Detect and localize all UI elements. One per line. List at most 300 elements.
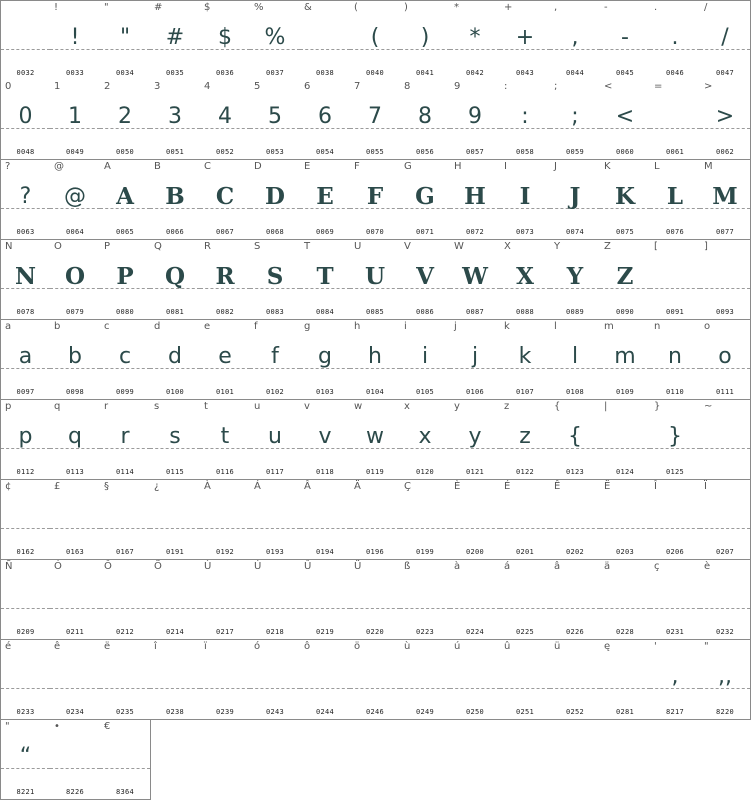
- glyph-cell: [100, 320, 151, 400]
- glyph-cell-label: é: [5, 641, 12, 652]
- glyph-sample: ?: [19, 184, 32, 209]
- glyph-cell-label: |: [604, 401, 608, 412]
- glyph-cell: [50, 560, 101, 640]
- glyph-cell: [350, 240, 401, 320]
- glyph-cell-label: Z: [604, 241, 611, 252]
- glyph-code: 0228: [615, 628, 635, 636]
- glyph-code: 0202: [565, 548, 585, 556]
- glyph-cell-label: 5: [254, 81, 261, 92]
- glyph-cell-label: ó: [254, 641, 261, 652]
- glyph-cell: [200, 160, 251, 240]
- glyph-cell: [150, 160, 201, 240]
- glyph-code: 0207: [715, 548, 735, 556]
- glyph-code: 0218: [265, 628, 285, 636]
- baseline-divider: [650, 128, 700, 129]
- glyph-code: 0082: [215, 308, 235, 316]
- baseline-divider: [50, 688, 100, 689]
- glyph-cell-label: 2: [104, 81, 111, 92]
- glyph-cell-label: â: [554, 561, 561, 572]
- glyph-cell: [150, 480, 201, 560]
- glyph-cell: [700, 400, 751, 480]
- glyph-sample: <: [615, 104, 635, 129]
- glyph-code: 0192: [215, 548, 235, 556]
- glyph-code: 0069: [315, 228, 335, 236]
- glyph-cell-label: Ë: [604, 481, 611, 492]
- glyph-cell-label: C: [204, 161, 211, 172]
- glyph-cell: [150, 400, 201, 480]
- glyph-code: 0200: [465, 548, 485, 556]
- glyph-sample: o: [718, 344, 732, 369]
- glyph-cell-label: è: [704, 561, 711, 572]
- glyph-code: 0050: [115, 148, 135, 156]
- glyph-cell-label: ô: [304, 641, 311, 652]
- glyph-cell-label: K: [604, 161, 611, 172]
- glyph-code: 0209: [16, 628, 35, 636]
- glyph-cell: [650, 80, 701, 160]
- baseline-divider: [250, 608, 300, 609]
- baseline-divider: [650, 528, 700, 529]
- glyph-cell-label: 3: [154, 81, 161, 92]
- glyph-cell: [700, 320, 751, 400]
- glyph-sample: S: [266, 263, 284, 290]
- baseline-divider: [250, 528, 300, 529]
- glyph-cell: [650, 640, 701, 720]
- glyph-code: 0107: [515, 388, 535, 396]
- glyph-cell-label: A: [104, 161, 111, 172]
- glyph-cell: [0, 240, 51, 320]
- glyph-cell-label: Q: [154, 241, 162, 252]
- glyph-cell: [400, 640, 451, 720]
- glyph-cell: [50, 320, 101, 400]
- glyph-code: 0046: [665, 69, 685, 77]
- glyph-cell: [0, 0, 51, 81]
- glyph-cell: [600, 320, 651, 400]
- glyph-code: 0040: [365, 69, 385, 77]
- glyph-cell: [50, 80, 101, 160]
- glyph-cell-label: ï: [204, 641, 207, 652]
- glyph-sample: 5: [268, 104, 282, 129]
- glyph-code: 0038: [315, 69, 335, 77]
- baseline-divider: [600, 688, 650, 689]
- glyph-sample: :: [521, 104, 529, 129]
- glyph-cell: [650, 240, 701, 320]
- glyph-code: 0041: [415, 69, 435, 77]
- glyph-code: 0076: [665, 228, 685, 236]
- glyph-code: 0251: [515, 708, 535, 716]
- glyph-cell: [250, 240, 301, 320]
- glyph-code: 0059: [565, 148, 585, 156]
- glyph-sample: G: [415, 183, 435, 210]
- glyph-code: 0112: [16, 468, 35, 476]
- glyph-cell-label: Ä: [354, 481, 361, 492]
- glyph-cell-label: G: [404, 161, 412, 172]
- glyph-code: 0105: [415, 388, 435, 396]
- glyph-sample: >: [715, 104, 735, 129]
- glyph-cell: [200, 480, 251, 560]
- glyph-sample: n: [668, 344, 682, 369]
- glyph-code: 0246: [365, 708, 385, 716]
- glyph-code: 0193: [265, 548, 285, 556]
- glyph-cell-label: b: [54, 321, 61, 332]
- glyph-cell: [150, 640, 201, 720]
- baseline-divider: [400, 688, 450, 689]
- glyph-cell-label: ú: [454, 641, 461, 652]
- glyph-cell-label: ¿: [154, 481, 160, 492]
- glyph-sample: !: [70, 25, 80, 50]
- glyph-sample: +: [515, 25, 535, 50]
- glyph-sample: @: [64, 184, 86, 209]
- baseline-divider: [450, 528, 500, 529]
- glyph-cell-label: >: [704, 81, 713, 92]
- glyph-sample: z: [519, 424, 531, 449]
- glyph-cell-label: û: [504, 641, 511, 652]
- glyph-cell-label: N: [5, 241, 13, 252]
- glyph-cell: [400, 400, 451, 480]
- glyph-code: 0203: [615, 548, 635, 556]
- glyph-cell: [0, 720, 51, 800]
- glyph-cell-label: /: [704, 2, 708, 13]
- glyph-cell: [150, 80, 201, 160]
- glyph-sample: M: [712, 183, 738, 210]
- glyph-sample: H: [464, 183, 486, 210]
- glyph-cell: [550, 320, 601, 400]
- glyph-cell: [300, 480, 351, 560]
- glyph-sample: K: [615, 183, 635, 210]
- glyph-cell: [350, 480, 401, 560]
- glyph-code: 0086: [415, 308, 435, 316]
- glyph-cell-label: Ç: [404, 481, 411, 492]
- baseline-divider: [250, 688, 300, 689]
- glyph-sample: 3: [168, 104, 182, 129]
- glyph-code: 0060: [615, 148, 635, 156]
- glyph-sample: ): [420, 25, 430, 50]
- glyph-code: 0089: [565, 308, 585, 316]
- glyph-code: 0084: [315, 308, 335, 316]
- glyph-cell-label: d: [154, 321, 161, 332]
- glyph-cell: [0, 320, 51, 400]
- glyph-cell-label: B: [154, 161, 161, 172]
- glyph-cell: [450, 240, 501, 320]
- glyph-sample: g: [318, 344, 332, 369]
- baseline-divider: [400, 608, 450, 609]
- glyph-sample: e: [218, 344, 232, 369]
- glyph-code: 0122: [515, 468, 535, 476]
- glyph-cell-label: V: [404, 241, 411, 252]
- glyph-sample: P: [116, 263, 134, 290]
- glyph-cell: [200, 0, 251, 81]
- glyph-code: 0070: [365, 228, 385, 236]
- glyph-sample: B: [165, 183, 185, 210]
- glyph-cell-label: ę: [604, 641, 611, 652]
- baseline-divider: [150, 608, 200, 609]
- glyph-sample: /: [721, 25, 729, 50]
- glyph-code: 0116: [215, 468, 235, 476]
- glyph-code: 8221: [16, 788, 35, 796]
- baseline-divider: [700, 288, 750, 289]
- glyph-sample: 6: [318, 104, 332, 129]
- glyph-cell-label: î: [154, 641, 157, 652]
- glyph-code: 0093: [715, 308, 735, 316]
- glyph-code: 0225: [515, 628, 535, 636]
- glyph-cell: [100, 480, 151, 560]
- glyph-sample: A: [116, 183, 134, 210]
- glyph-sample: w: [366, 424, 384, 449]
- glyph-cell-label: (: [354, 2, 358, 13]
- glyph-cell: [100, 560, 151, 640]
- baseline-divider: [200, 608, 250, 609]
- baseline-divider: [450, 688, 500, 689]
- glyph-code: 0085: [365, 308, 385, 316]
- glyph-code: 0047: [715, 69, 735, 77]
- glyph-cell: [150, 560, 201, 640]
- glyph-sample: d: [168, 344, 182, 369]
- glyph-cell: [300, 640, 351, 720]
- glyph-cell: [700, 240, 751, 320]
- glyph-cell-label: y: [454, 401, 460, 412]
- glyph-cell-label: D: [254, 161, 262, 172]
- glyph-code: 0114: [115, 468, 135, 476]
- glyph-cell-label: X: [504, 241, 511, 252]
- glyph-sample: p: [18, 424, 33, 449]
- glyph-cell-label: Û: [304, 561, 312, 572]
- glyph-cell-label: $: [204, 2, 211, 13]
- baseline-divider: [600, 528, 650, 529]
- glyph-cell-label: ê: [54, 641, 61, 652]
- glyph-sample: $: [218, 25, 232, 50]
- glyph-code: 0250: [465, 708, 485, 716]
- glyph-sample: x: [418, 424, 432, 449]
- baseline-divider: [50, 608, 100, 609]
- glyph-cell-label: 4: [204, 81, 211, 92]
- glyph-sample: .: [671, 25, 679, 50]
- glyph-sample: J: [569, 183, 581, 210]
- glyph-cell: [50, 160, 101, 240]
- glyph-code: 0125: [665, 468, 685, 476]
- glyph-code: 0233: [16, 708, 35, 716]
- glyph-sample: (: [370, 25, 380, 50]
- glyph-cell: [350, 400, 401, 480]
- glyph-cell: [400, 80, 451, 160]
- glyph-sample: F: [366, 183, 384, 210]
- glyph-cell: [0, 560, 51, 640]
- glyph-cell: [550, 240, 601, 320]
- glyph-cell-label: Ï: [704, 481, 707, 492]
- glyph-code: 0249: [415, 708, 435, 716]
- glyph-cell-label: n: [654, 321, 661, 332]
- glyph-code: 0066: [165, 228, 185, 236]
- glyph-code: 0119: [365, 468, 385, 476]
- glyph-code: 0091: [665, 308, 685, 316]
- glyph-cell-label: <: [604, 81, 613, 92]
- glyph-cell-label: 8: [404, 81, 411, 92]
- baseline-divider: [700, 448, 750, 449]
- glyph-code: 0121: [465, 468, 485, 476]
- glyph-cell: [600, 80, 651, 160]
- glyph-code: 0117: [265, 468, 285, 476]
- glyph-cell: [550, 80, 601, 160]
- glyph-cell-label: x: [404, 401, 410, 412]
- glyph-cell: [500, 640, 551, 720]
- glyph-code: 0078: [16, 308, 35, 316]
- glyph-cell-label: o: [704, 321, 711, 332]
- glyph-code: 0234: [65, 708, 85, 716]
- glyph-cell-label: c: [104, 321, 110, 332]
- glyph-cell: [550, 0, 601, 81]
- baseline-divider: [150, 688, 200, 689]
- glyph-code: 0100: [165, 388, 185, 396]
- glyph-cell-label: á: [504, 561, 511, 572]
- glyph-cell: [450, 0, 501, 81]
- glyph-cell: [550, 160, 601, 240]
- glyph-sample: C: [215, 183, 235, 210]
- glyph-sample: 1: [68, 104, 82, 129]
- glyph-code: 0043: [515, 69, 535, 77]
- glyph-code: 0167: [115, 548, 135, 556]
- glyph-cell: [600, 400, 651, 480]
- glyph-cell: [450, 320, 501, 400]
- glyph-code: 0163: [65, 548, 85, 556]
- baseline-divider: [550, 528, 600, 529]
- glyph-code: 0061: [665, 148, 685, 156]
- glyph-code: 0123: [565, 468, 585, 476]
- glyph-sample: O: [64, 263, 86, 290]
- glyph-sample: L: [666, 183, 684, 210]
- glyph-cell: [200, 640, 251, 720]
- glyph-cell: [50, 480, 101, 560]
- glyph-code: 0045: [615, 69, 635, 77]
- baseline-divider: [300, 688, 350, 689]
- glyph-cell-label: É: [504, 481, 511, 492]
- baseline-divider: [350, 608, 400, 609]
- glyph-sample: -: [621, 25, 629, 50]
- glyph-code: 0104: [365, 388, 385, 396]
- glyph-cell: [600, 240, 651, 320]
- glyph-code: 0074: [565, 228, 585, 236]
- glyph-cell-label: ;: [554, 81, 558, 92]
- glyph-code: 0034: [115, 69, 135, 77]
- glyph-sample: “: [19, 744, 32, 769]
- glyph-code: 0064: [65, 228, 85, 236]
- glyph-cell-label: W: [454, 241, 464, 252]
- glyph-sample: a: [18, 344, 33, 369]
- glyph-cell-label: §: [104, 481, 109, 492]
- glyph-cell: [100, 720, 151, 800]
- glyph-sample: s: [169, 424, 181, 449]
- baseline-divider: [350, 688, 400, 689]
- baseline-divider: [700, 608, 750, 609]
- glyph-cell-label: •: [54, 721, 60, 732]
- glyph-cell: [350, 640, 401, 720]
- glyph-cell-label: 7: [354, 81, 361, 92]
- glyph-cell: [400, 560, 451, 640]
- glyph-cell: [650, 320, 701, 400]
- glyph-code: 0056: [415, 148, 435, 156]
- glyph-code: 0217: [215, 628, 235, 636]
- baseline-divider: [650, 608, 700, 609]
- glyph-code: 8217: [665, 708, 685, 716]
- glyph-code: 0199: [415, 548, 435, 556]
- glyph-sample: ,,: [718, 664, 732, 689]
- glyph-cell: [500, 320, 551, 400]
- glyph-code: 0252: [565, 708, 585, 716]
- glyph-cell: [100, 240, 151, 320]
- glyph-cell: [50, 400, 101, 480]
- glyph-sample: #: [165, 25, 185, 50]
- glyph-code: 0051: [165, 148, 185, 156]
- glyph-code: 0224: [465, 628, 485, 636]
- glyph-cell: [400, 0, 451, 81]
- glyph-sample: 0: [18, 104, 33, 129]
- glyph-code: 0118: [315, 468, 335, 476]
- glyph-cell-label: +: [504, 2, 513, 13]
- baseline-divider: [50, 768, 100, 769]
- baseline-divider: [500, 688, 550, 689]
- glyph-cell-label: Y: [554, 241, 561, 252]
- glyph-cell-label: =: [654, 81, 663, 92]
- glyph-code: 0223: [415, 628, 435, 636]
- glyph-cell-label: s: [154, 401, 160, 412]
- glyph-cell-label: @: [54, 161, 64, 172]
- glyph-cell: [550, 640, 601, 720]
- glyph-code: 0235: [115, 708, 135, 716]
- glyph-code: 0037: [265, 69, 285, 77]
- glyph-cell: [550, 480, 601, 560]
- glyph-cell: [200, 400, 251, 480]
- glyph-code: 0097: [16, 388, 35, 396]
- glyph-sample: ,: [671, 664, 679, 689]
- glyph-cell-label: T: [304, 241, 311, 252]
- glyph-cell-label: -: [604, 2, 608, 13]
- glyph-sample: i: [421, 344, 429, 369]
- glyph-cell-label: {: [554, 401, 561, 412]
- glyph-code: 0220: [365, 628, 385, 636]
- glyph-sample: R: [215, 263, 235, 290]
- glyph-sample: 8: [418, 104, 432, 129]
- glyph-cell-label: i: [404, 321, 407, 332]
- glyph-code: 0124: [615, 468, 635, 476]
- glyph-cell-label: ": [5, 721, 10, 732]
- glyph-code: 0120: [415, 468, 435, 476]
- glyph-cell-label: a: [5, 321, 12, 332]
- glyph-sample: f: [271, 344, 279, 369]
- glyph-cell: [0, 640, 51, 720]
- glyph-code: 0238: [165, 708, 185, 716]
- glyph-code: 0083: [265, 308, 285, 316]
- glyph-code: 0244: [315, 708, 335, 716]
- glyph-cell-label: ß: [404, 561, 411, 572]
- glyph-code: 0201: [515, 548, 535, 556]
- glyph-cell-label: Â: [304, 481, 311, 492]
- glyph-cell-label: :: [504, 81, 508, 92]
- glyph-cell: [100, 640, 151, 720]
- glyph-cell-label: !: [54, 2, 59, 13]
- baseline-divider: [150, 528, 200, 529]
- glyph-code: 0080: [115, 308, 135, 316]
- glyph-cell-label: p: [5, 401, 12, 412]
- glyph-cell: [200, 320, 251, 400]
- glyph-sample: ": [119, 25, 131, 50]
- glyph-cell: [400, 240, 451, 320]
- glyph-sample: 2: [118, 104, 132, 129]
- glyph-cell: [250, 400, 301, 480]
- glyph-cell-label: P: [104, 241, 111, 252]
- glyph-cell-label: £: [54, 481, 61, 492]
- glyph-cell-label: l: [554, 321, 557, 332]
- glyph-cell: [50, 720, 101, 800]
- glyph-code: 0042: [465, 69, 485, 77]
- glyph-sample: {: [568, 424, 582, 449]
- glyph-sample: *: [469, 25, 481, 50]
